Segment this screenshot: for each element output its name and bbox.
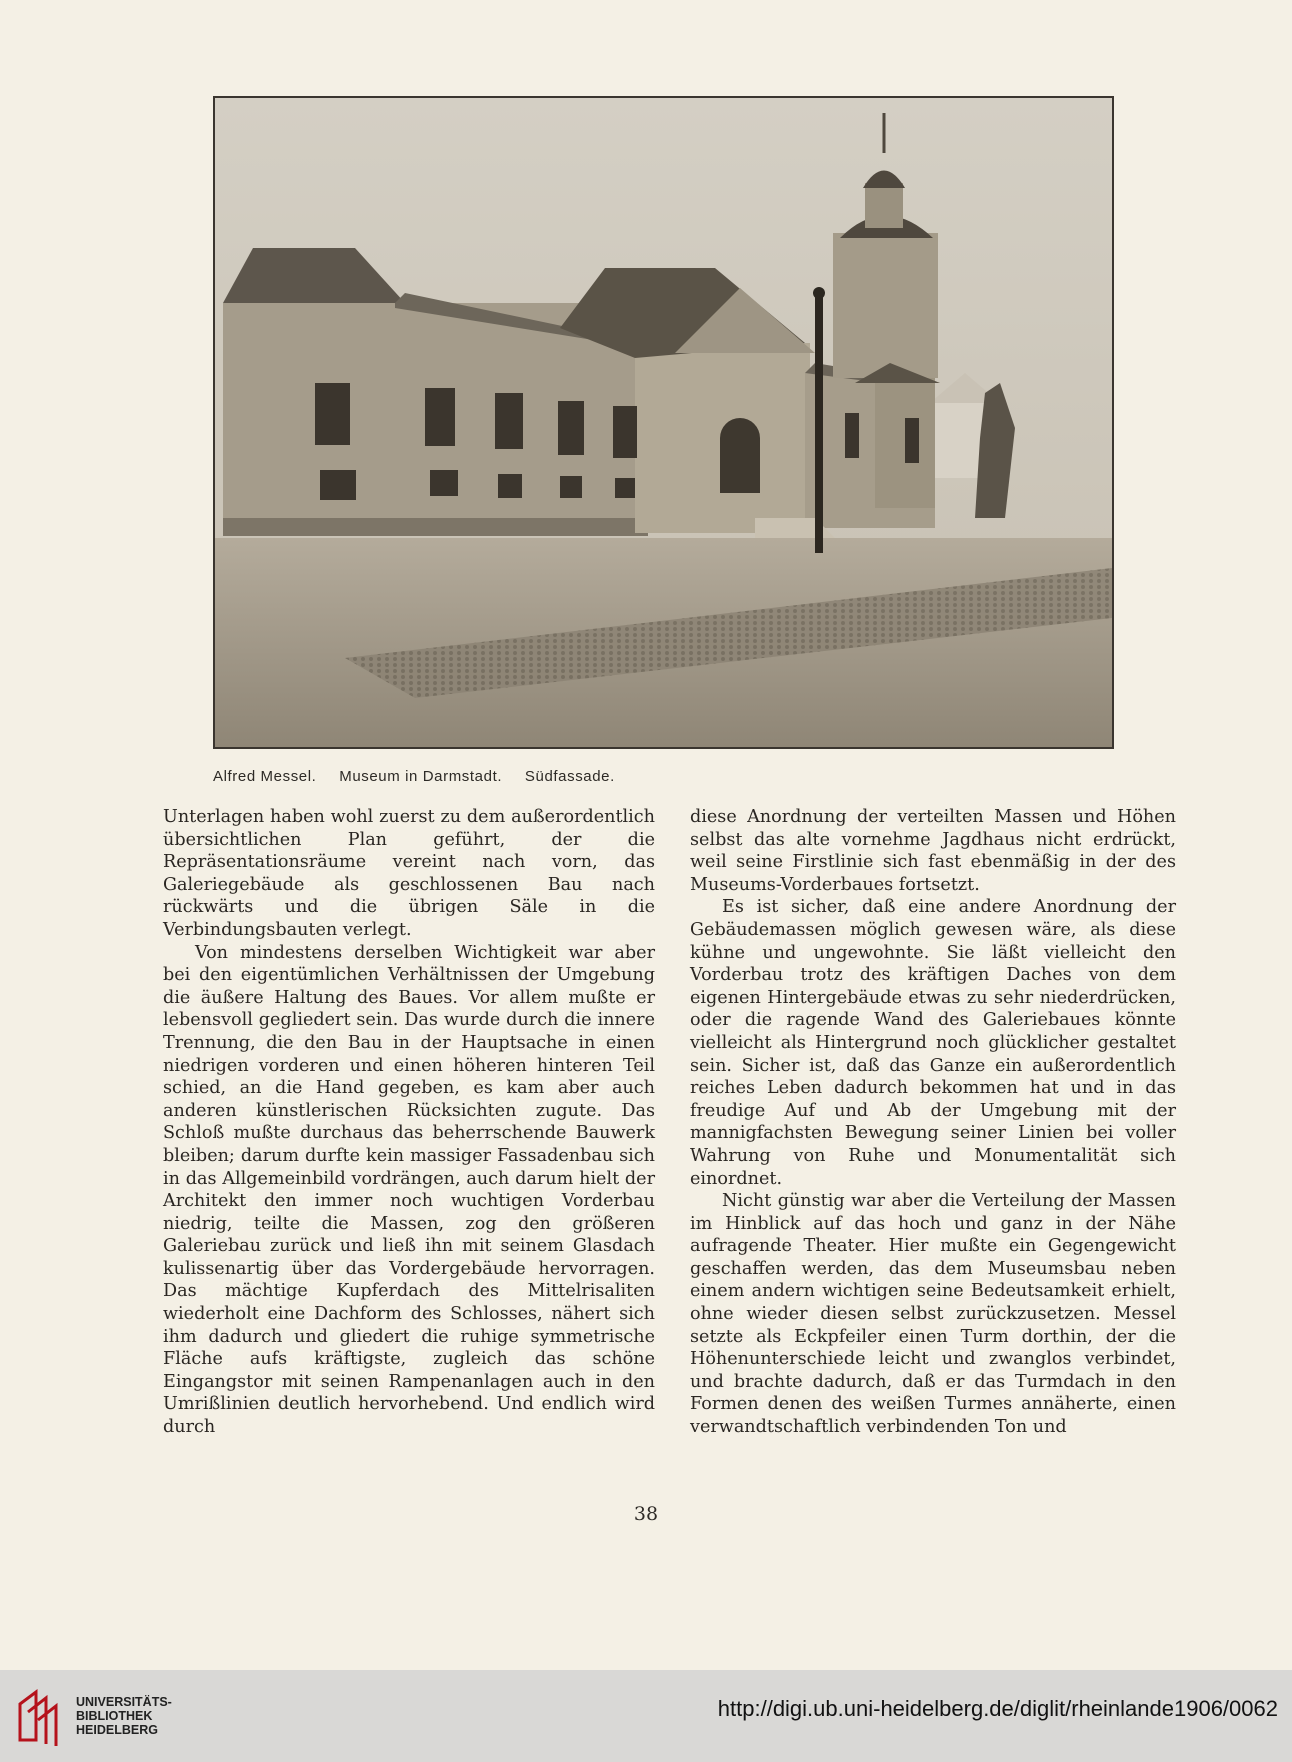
library-name-line: UNIVERSITÄTS- — [76, 1695, 172, 1709]
paragraph: Unterlagen haben wohl zuerst zu dem außerordentlich übersichtlichen Plan geführt, der die Repräsentationsräume vereint nach vorn, das Galeriegebäude als geschlossenen Bau nach rückwärts und die übrigen Säle in die Verbindungsbauten verlegt. — [163, 807, 655, 940]
paragraph: Es ist sicher, daß eine andere Anordnung der Gebäudemassen möglich gewesen wäre, als diese kühne und ungewohnte. Sie läßt vielleicht den Vorderbau trotz des kräftigen Daches von dem eigenen Hintergebäude etwas zu sehr niederdrücken, oder die ragende Wand des Galeriebaues könnte vielleicht als Hintergrund noch glücklicher gestaltet sein. Sicher ist, daß das Ganze ein außerordentlich reiches Leben dadurch bekommen hat und in das freudige Auf und Ab der Umgebung mit der mannigfachsten Bewegung seiner Linien bei voller Wahrung von Ruhe und Monumentalität sich einordnet. — [690, 897, 1176, 1189]
library-name-line: BIBLIOTHEK — [76, 1709, 153, 1723]
page-number: 38 — [633, 1503, 659, 1525]
text-column-left — [163, 806, 655, 1439]
photo-caption — [213, 768, 1113, 785]
caption-subject: Museum in Darmstadt. — [339, 768, 503, 785]
paragraph: Von mindestens derselben Wichtigkeit war aber bei den eigentümlichen Verhältnissen der Umgebung die äußere Haltung des Baues. Vor allem mußte er lebensvoll gegliedert sein. Das wurde durch die innere Trennung, die den Bau in der Hauptsache in einen niedrigen vorderen und einen höheren hinteren Teil schied, an die Hand gegeben, es kam aber auch anderen künstlerischen Rücksichten zugute. Das Schloß mußte durchaus das beherrschende Bauwerk bleiben; darum durfte kein massiger Fassadenbau sich in das Allgemeinbild vordrängen, auch darum hielt der Architekt den immer noch wuchtigen Vorderbau niedrig, teilte die Massen, zog den größeren Galeriebau zurück und ließ ihn mit seinem Glasdach kulissenartig über das Vordergebäude hervorragen. Das mächtige Kupferdach des Mittelrisaliten wiederholt eine Dachform des Schlosses, nähert sich ihm dadurch und gliedert die ruhige symmetrische Fläche aufs kräftigste, zugleich das schöne Eingangstor mit seinen Rampenanlagen auch in den Umrißlinien deutlich hervorhebend. Und endlich wird durch — [163, 942, 655, 1438]
text-column-right — [690, 806, 1176, 1439]
library-name — [76, 1695, 172, 1737]
permalink-url[interactable]: http://digi.ub.uni-heidelberg.de/diglit/rheinlande1906/0062 — [717, 1696, 1278, 1721]
university-library-logo-icon — [14, 1684, 70, 1748]
paragraph: diese Anordnung der verteilten Massen und Höhen selbst das alte vornehme Jagdhaus nicht erdrückt, weil seine Firstlinie sich fast ebenmäßig in der des Museums-Vorderbaues fortsetzt. — [690, 807, 1176, 895]
caption-view: Südfassade. — [524, 768, 615, 785]
paragraph: Nicht günstig war aber die Verteilung der Massen im Hinblick auf das hoch und ganz in der Nähe aufragende Theater. Hier mußte ein Gegengewicht geschaffen werden, das dem Museumsbau neben einem andern wichtigen seine Bedeutsamkeit erhielt, ohne wieder diesen selbst zurückzusetzen. Messel setzte als Eckpfeiler einen Turm dorthin, der die Höhenunterschiede leicht und zwanglos verbindet, und brachte dadurch, daß er das Turmdach in den Formen denen des weißen Turmes annäherte, einen verwandtschaftlich verbindenden Ton und — [690, 1191, 1176, 1438]
library-name-line: HEIDELBERG — [76, 1723, 158, 1737]
library-footer — [0, 1670, 1292, 1762]
museum-photograph-drawing — [215, 98, 1112, 747]
museum-photograph — [213, 96, 1114, 749]
caption-author: Alfred Messel. — [213, 768, 317, 785]
